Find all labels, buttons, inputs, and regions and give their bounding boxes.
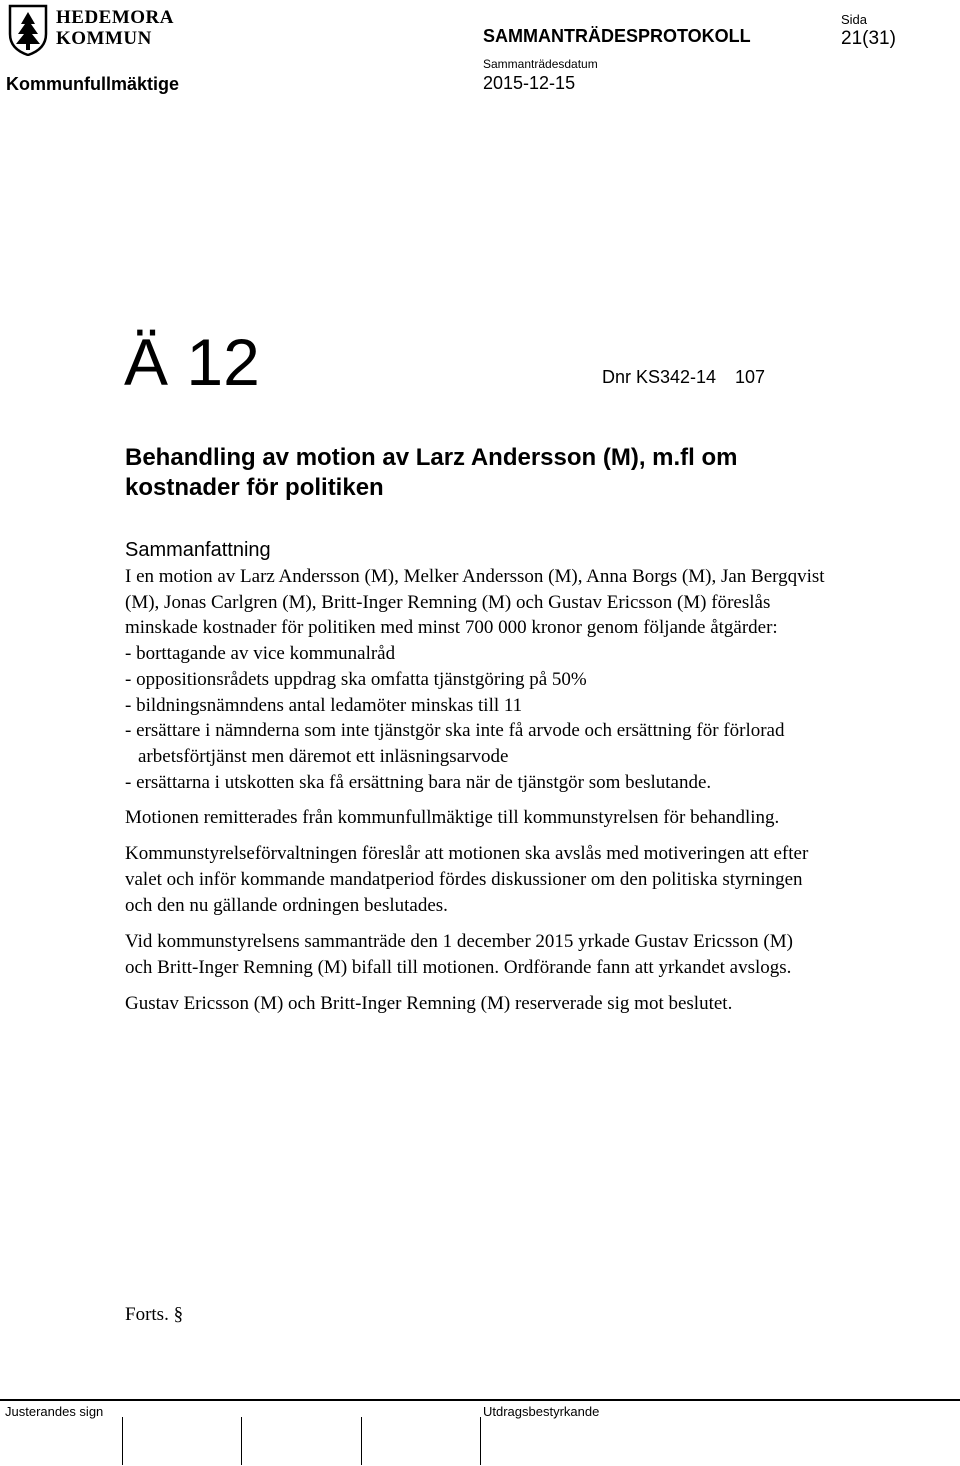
list-item: - borttagande av vice kommunalråd [125, 643, 396, 665]
meeting-date: 2015-12-15 [483, 73, 576, 93]
signature-box-divider [480, 1417, 481, 1465]
document-body [125, 537, 825, 1027]
paragraph-board-meeting: Vid kommunstyrelsens sammanträde den 1 december 2015 yrkade Gustav Ericsson (M) och Britt-Inger Remning (M) bifall till motionen. Ordförande fann att yrkandet avslogs. [125, 931, 793, 979]
page-label: Sida [841, 12, 868, 27]
paragraph-reservation: Gustav Ericsson (M) och Britt-Inger Remning (M) reserverade sig mot beslutet. [125, 993, 733, 1015]
logo-text-line1: HEDEMORA [56, 7, 174, 28]
list-item: - ersättarna i utskotten ska få ersättning bara när de tjänstgör som beslutande. [125, 771, 712, 793]
signature-box-divider [241, 1417, 242, 1465]
meeting-date-label: Sammanträdesdatum [483, 57, 598, 71]
adjuster-signature-label: Justerandes sign [5, 1404, 104, 1419]
case-sequence-number: 107 [735, 367, 766, 387]
section-sign-icon: § [173, 1304, 184, 1325]
summary-intro: I en motion av Larz Andersson (M), Melker Andersson (M), Anna Borgs (M), Jan Bergqvist (M), Jonas Carlgren (M), Britt-Inger Remning (M) och Gustav Ericsson (M) föreslås minskade kostnader för politiken med minst 700 000 kronor genom följande åtgärder: [125, 566, 825, 639]
paragraph-administration-proposal: Kommunstyrelseförvaltningen föreslår att motionen ska avslås med motiveringen att efter valet och inför kommande mandatperiod fördes diskussioner om den politiska styrningen och den nu gällande ordningen beslutades. [125, 843, 809, 917]
body-name: Kommunfullmäktige [6, 74, 180, 94]
summary-heading: Sammanfattning [125, 539, 271, 561]
coat-of-arms-icon [6, 4, 50, 56]
list-item: - ersättare i nämnderna som inte tjänstgör ska inte få arvode och ersättning för förlorad arbetsförtjänst men däremot ett inläsningsarvode [125, 720, 785, 767]
footer-divider [0, 1399, 960, 1401]
list-item: - oppositionsrådets uppdrag ska omfatta tjänstgöring på 50% [125, 668, 587, 690]
list-item: - bildningsnämndens antal ledamöter minskas till 11 [125, 694, 523, 716]
certification-label: Utdragsbestyrkande [483, 1404, 600, 1419]
signature-box-divider [361, 1417, 362, 1465]
document-title: SAMMANTRÄDESPROTOKOLL [483, 26, 751, 46]
municipality-logo [6, 4, 176, 56]
logo-text-line2: KOMMUN [56, 28, 152, 49]
page-number: 21(31) [841, 28, 896, 49]
case-number: Dnr KS342-14 [602, 367, 717, 387]
continuation-text: Forts. [125, 1304, 169, 1325]
paragraph-number: Ä 12 [124, 325, 260, 399]
continuation-note [125, 1304, 183, 1326]
signature-box-divider [122, 1417, 123, 1465]
matter-heading: Behandling av motion av Larz Andersson (M), m.fl om kostnader för politiken [125, 444, 738, 501]
signature-footer [0, 1399, 960, 1466]
proposal-list [125, 641, 825, 795]
paragraph-referral: Motionen remitterades från kommunfullmäktige till kommunstyrelsen för behandling. [125, 807, 780, 829]
